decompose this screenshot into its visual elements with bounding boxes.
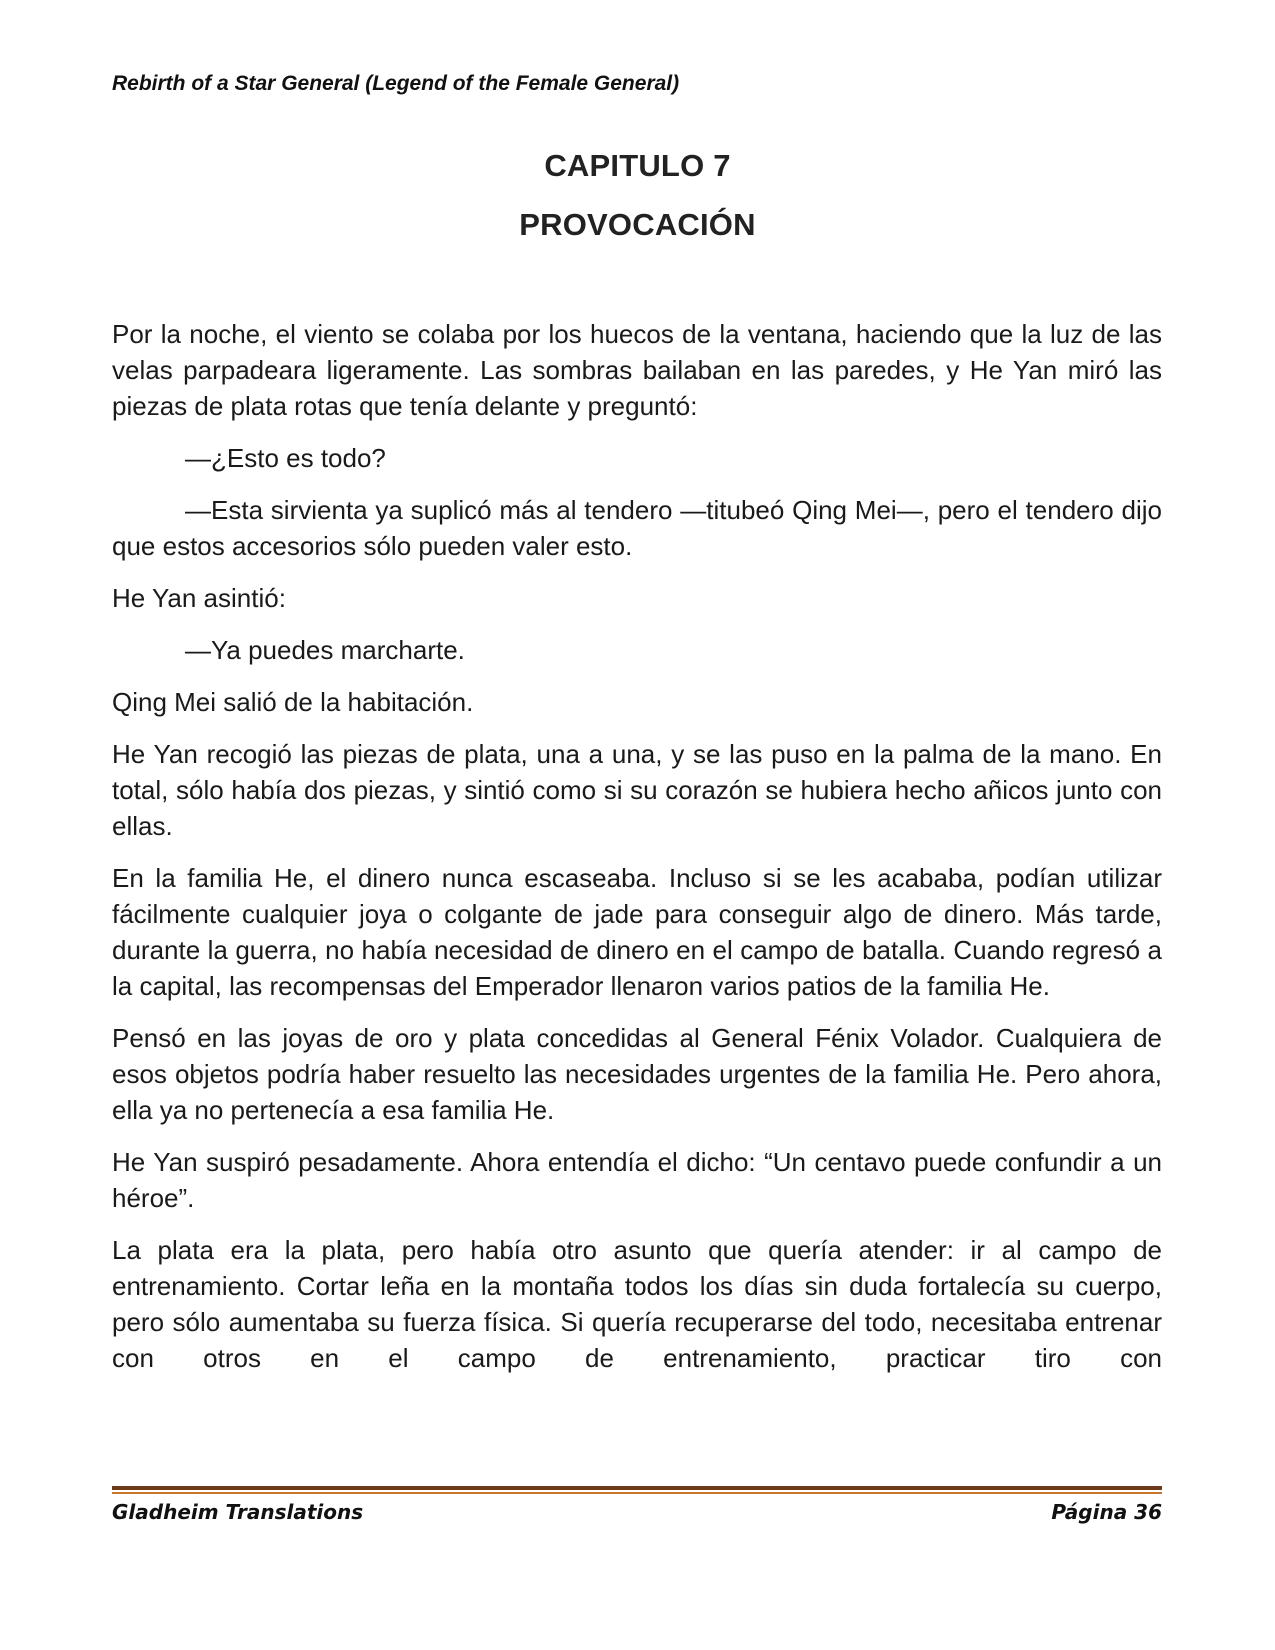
paragraph: En la familia He, el dinero nunca escaseaba. Incluso si se les acababa, podían utilizar fácilmente cualquier joya o colgante de jade para conseguir algo de dinero. Más tarde, durante la guerra, no había necesidad de dinero en el campo de batalla. Cuando regresó a la capital, las recompensas del Emperador llenaron varios patios de la familia He.	[112, 863, 1162, 1001]
paragraph: He Yan asintió:	[112, 583, 286, 613]
page-number: Página 36	[1051, 1500, 1162, 1524]
footer-divider	[112, 1486, 1162, 1494]
chapter-number: CAPITULO 7	[544, 148, 731, 183]
paragraph: He Yan suspiró pesadamente. Ahora entendía el dicho: “Un centavo puede confundir a un héroe”.	[112, 1147, 1162, 1213]
footer-publisher: Gladheim Translations	[112, 1500, 364, 1524]
dialogue-paragraph: —¿Esto es todo?	[185, 443, 386, 473]
paragraph: He Yan recogió las piezas de plata, una a una, y se las puso en la palma de la mano. En total, sólo había dos piezas, y sintió como si su corazón se hubiera hecho añicos junto con ellas.	[112, 739, 1162, 841]
body-text	[112, 316, 1162, 1392]
paragraph: Pensó en las joyas de oro y plata concedidas al General Fénix Volador. Cualquiera de esos objetos podría haber resuelto las necesidades urgentes de la familia He. Pero ahora, ella ya no pertenecía a esa familia He.	[112, 1023, 1162, 1125]
paragraph: La plata era la plata, pero había otro asunto que quería atender: ir al campo de entrenamiento. Cortar leña en la montaña todos los días sin duda fortalecía su cuerpo, pero sólo aumentaba su fuerza física. Si quería recuperarse del todo, necesitaba entrenar con otros en el campo de entrenamiento, practicar tiro con	[112, 1235, 1162, 1373]
dialogue-paragraph: —Ya puedes marcharte.	[185, 635, 465, 665]
running-header: Rebirth of a Star General (Legend of the Female General)	[112, 72, 680, 95]
paragraph: Qing Mei salió de la habitación.	[112, 687, 474, 717]
dialogue-paragraph: —Esta sirvienta ya suplicó más al tendero —titubeó Qing Mei—, pero el tendero dijo que estos accesorios sólo pueden valer esto.	[112, 495, 1162, 561]
footer-divider-thick	[112, 1486, 1162, 1490]
chapter-title: PROVOCACIÓN	[519, 207, 756, 242]
footer-divider-thin	[112, 1492, 1162, 1494]
paragraph: Por la noche, el viento se colaba por los huecos de la ventana, haciendo que la luz de las velas parpadeara ligeramente. Las sombras bailaban en las paredes, y He Yan miró las piezas de plata rotas que tenía delante y preguntó:	[112, 319, 1162, 421]
